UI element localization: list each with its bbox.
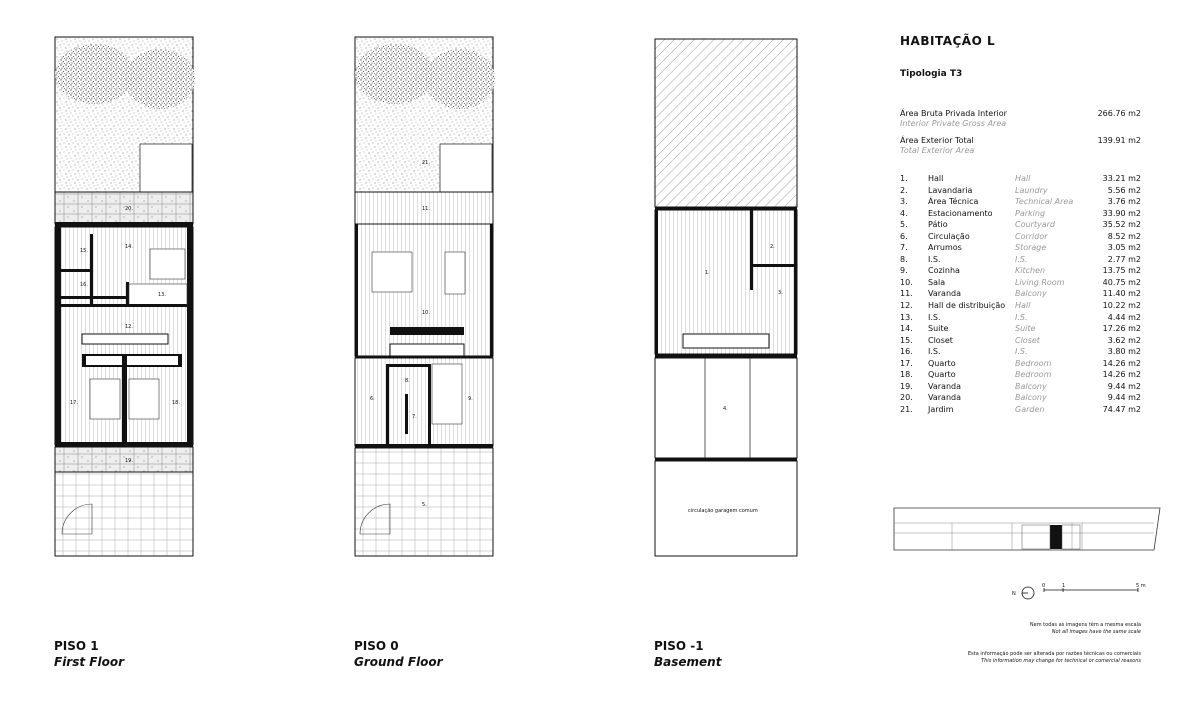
area-row xyxy=(900,109,1145,136)
key-plan-drawing xyxy=(892,505,1162,555)
room-name-en: Closet xyxy=(1015,335,1040,345)
area-row xyxy=(900,136,1145,163)
room-number: 12. xyxy=(900,301,913,311)
label-r8: 8. xyxy=(405,378,410,384)
room-name-en: Technical Area xyxy=(1015,197,1074,207)
room-name-en: Suite xyxy=(1015,324,1036,334)
key-plan xyxy=(892,505,1162,559)
room-row xyxy=(900,185,1145,197)
room-name: I.S. xyxy=(928,254,941,264)
area-label-en: Interior Private Gross Area xyxy=(900,119,1007,128)
room-area: 5.56 m2 xyxy=(1107,185,1141,195)
label-r3: 3. xyxy=(778,290,783,296)
room-name: Estacionamento xyxy=(928,208,993,218)
floor-en: Basement xyxy=(654,655,722,669)
room-name-en: Storage xyxy=(1015,243,1047,253)
label-r7: 7. xyxy=(412,414,417,420)
room-name: Sala xyxy=(928,277,946,287)
note-en: Not all images have the same scale xyxy=(1051,629,1141,635)
room-area: 3.80 m2 xyxy=(1107,347,1141,357)
room-number: 8. xyxy=(900,254,908,264)
room-name-en: Hall xyxy=(1015,301,1031,311)
room-row xyxy=(900,277,1145,289)
label-r11: 11. xyxy=(422,206,430,212)
room-row xyxy=(900,219,1145,231)
courtyard-below xyxy=(55,472,193,556)
room-row xyxy=(900,369,1145,381)
room-row xyxy=(900,312,1145,324)
room-name: Área Técnica xyxy=(928,197,979,207)
room-name-en: I.S. xyxy=(1015,347,1028,357)
room-number: 5. xyxy=(900,220,908,230)
area-label: Área Bruta Privada Interior xyxy=(900,109,1007,118)
room-number: 6. xyxy=(900,231,908,241)
room-name-en: Living Room xyxy=(1015,277,1065,287)
floor-label-basement xyxy=(654,638,721,670)
room-row xyxy=(900,208,1145,220)
room-name: Closet xyxy=(928,335,953,345)
label-r10: 10. xyxy=(422,310,430,316)
room-name-en: Corridor xyxy=(1015,231,1048,241)
hatched-ground xyxy=(655,39,797,207)
area-value: 266.76 m2 xyxy=(1097,109,1141,118)
scale-five: 5 m xyxy=(1136,583,1146,589)
label-r21: 21. xyxy=(422,160,430,166)
room-row xyxy=(900,242,1145,254)
label-r9: 9. xyxy=(468,396,473,402)
label-r15: 15. xyxy=(80,248,88,254)
north-label: N xyxy=(1012,591,1016,597)
label-r4: 4. xyxy=(723,406,728,412)
room-name: Circulação xyxy=(928,231,970,241)
room-area: 4.44 m2 xyxy=(1107,312,1141,322)
room-area: 35.52 m2 xyxy=(1102,220,1141,230)
room-area: 2.77 m2 xyxy=(1107,254,1141,264)
room-name: Varanda xyxy=(928,381,961,391)
note-pt: Nem todas as imagens têm a mesma escala xyxy=(1029,622,1141,628)
room-name: I.S. xyxy=(928,347,941,357)
room-name-en: Kitchen xyxy=(1015,266,1046,276)
room-area: 9.44 m2 xyxy=(1107,381,1141,391)
room-name-en: Hall xyxy=(1015,174,1031,183)
room-area: 3.05 m2 xyxy=(1107,243,1141,253)
room-area: 14.26 m2 xyxy=(1102,358,1141,368)
floor-pt: PISO 1 xyxy=(54,639,99,653)
room-number: 20. xyxy=(900,393,913,403)
area-value: 139.91 m2 xyxy=(1097,136,1141,145)
room-number: 16. xyxy=(900,347,913,357)
room-number: 4. xyxy=(900,208,908,218)
room-area: 17.26 m2 xyxy=(1102,324,1141,334)
room-number: 19. xyxy=(900,381,913,391)
label-shared-circulation: circulação garagem comum xyxy=(688,508,758,514)
room-row xyxy=(900,404,1145,416)
room-name: Hall xyxy=(928,174,944,183)
room-name-en: Laundry xyxy=(1015,185,1048,195)
room-area: 10.22 m2 xyxy=(1102,301,1141,311)
room-row xyxy=(900,323,1145,335)
floor-en: Ground Floor xyxy=(354,655,443,669)
ground-lower-rooms xyxy=(355,358,493,446)
room-area: 33.21 m2 xyxy=(1102,174,1141,183)
typology: Tipologia T3 xyxy=(900,69,963,79)
room-row xyxy=(900,288,1145,300)
room-number: 13. xyxy=(900,312,913,322)
note-pt: Esta informação pode ser alterada por razões técnicas ou comerciais xyxy=(968,651,1141,657)
room-row xyxy=(900,335,1145,347)
label-r17: 17. xyxy=(70,400,78,406)
label-r14: 14. xyxy=(125,244,133,250)
room-row xyxy=(900,196,1145,208)
scale-bar xyxy=(1010,582,1150,608)
label-r1: 1. xyxy=(705,270,710,276)
room-name-en: Garden xyxy=(1015,404,1045,414)
room-name-en: Courtyard xyxy=(1015,220,1055,230)
room-row xyxy=(900,381,1145,393)
room-number: 21. xyxy=(900,404,913,414)
room-name-en: Bedroom xyxy=(1015,370,1052,380)
room-number: 2. xyxy=(900,185,908,195)
room-number: 14. xyxy=(900,324,913,334)
room-name: Varanda xyxy=(928,289,961,299)
floor-en: First Floor xyxy=(54,655,125,669)
room-number: 1. xyxy=(900,174,908,183)
room-name-en: I.S. xyxy=(1015,254,1028,264)
room-area: 14.26 m2 xyxy=(1102,370,1141,380)
room-list xyxy=(900,173,1145,415)
plan-ground-floor xyxy=(350,34,500,562)
label-r6: 6. xyxy=(370,396,375,402)
label-r12: 12. xyxy=(125,324,133,330)
floor-label-ground xyxy=(354,638,443,670)
room-name-en: I.S. xyxy=(1015,312,1028,322)
room-area: 11.40 m2 xyxy=(1102,289,1141,299)
area-summary xyxy=(900,109,1145,163)
room-row xyxy=(900,254,1145,266)
room-name: Arrumos xyxy=(928,243,962,253)
room-name-en: Parking xyxy=(1015,208,1046,218)
room-area: 8.52 m2 xyxy=(1107,231,1141,241)
room-area: 40.75 m2 xyxy=(1102,277,1141,287)
room-row xyxy=(900,265,1145,277)
label-r20: 20. xyxy=(125,206,133,212)
plan-first-floor xyxy=(50,34,200,562)
room-name-en: Balcony xyxy=(1015,289,1047,299)
room-row xyxy=(900,346,1145,358)
room-name-en: Balcony xyxy=(1015,393,1047,403)
first-floor-drawing xyxy=(50,34,200,562)
room-name-en: Balcony xyxy=(1015,381,1047,391)
label-r13: 13. xyxy=(158,292,166,298)
room-name: Hall de distribuição xyxy=(928,301,1006,311)
room-row xyxy=(900,173,1145,185)
scale-drawing xyxy=(1010,582,1150,604)
room-name: Quarto xyxy=(928,370,956,380)
page-title: HABITAÇÃO L xyxy=(900,34,996,48)
room-row xyxy=(900,358,1145,370)
room-name: Cozinha xyxy=(928,266,960,276)
room-name: Quarto xyxy=(928,358,956,368)
floor-label-first xyxy=(54,638,124,670)
info-panel xyxy=(900,34,1145,415)
scale-zero: 0 xyxy=(1042,583,1046,589)
room-area: 9.44 m2 xyxy=(1107,393,1141,403)
room-area: 3.62 m2 xyxy=(1107,335,1141,345)
label-r5: 5. xyxy=(422,502,427,508)
room-number: 7. xyxy=(900,243,908,253)
area-label: Área Exterior Total xyxy=(900,136,974,145)
room-row xyxy=(900,300,1145,312)
room-number: 9. xyxy=(900,266,908,276)
disclaimer-note xyxy=(881,651,1141,665)
room-number: 17. xyxy=(900,358,913,368)
room-area: 33.90 m2 xyxy=(1102,208,1141,218)
room-number: 11. xyxy=(900,289,913,299)
room-name: Lavandaria xyxy=(928,185,973,195)
room-area: 3.76 m2 xyxy=(1107,197,1141,207)
balcony-19 xyxy=(55,447,193,472)
label-r16: 16. xyxy=(80,282,88,288)
room-number: 10. xyxy=(900,277,913,287)
plan-basement xyxy=(650,34,800,562)
label-r19: 19. xyxy=(125,458,133,464)
room-name: Pátio xyxy=(928,220,948,230)
floor-pt: PISO 0 xyxy=(354,639,399,653)
room-name: I.S. xyxy=(928,312,941,322)
scale-note xyxy=(881,622,1141,636)
room-name: Jardim xyxy=(928,404,954,414)
label-r18: 18. xyxy=(172,400,180,406)
room-name: Suite xyxy=(928,324,949,334)
room-row xyxy=(900,231,1145,243)
basement-drawing xyxy=(650,34,800,562)
room-area: 74.47 m2 xyxy=(1102,404,1141,414)
room-number: 18. xyxy=(900,370,913,380)
room-number: 3. xyxy=(900,197,908,207)
scale-one: 1 xyxy=(1062,583,1066,589)
area-label-en: Total Exterior Area xyxy=(900,146,975,155)
room-row xyxy=(900,392,1145,404)
room-number: 15. xyxy=(900,335,913,345)
note-en: This information may change for technical or comercial reasons xyxy=(981,658,1141,664)
room-name: Varanda xyxy=(928,393,961,403)
label-r2: 2. xyxy=(770,244,775,250)
ground-floor-drawing xyxy=(350,34,500,562)
room-area: 13.75 m2 xyxy=(1102,266,1141,276)
highlighted-unit xyxy=(1050,525,1062,549)
hall-1 xyxy=(655,210,797,354)
balcony-20 xyxy=(55,192,193,224)
room-name-en: Bedroom xyxy=(1015,358,1052,368)
floor-pt: PISO -1 xyxy=(654,639,704,653)
